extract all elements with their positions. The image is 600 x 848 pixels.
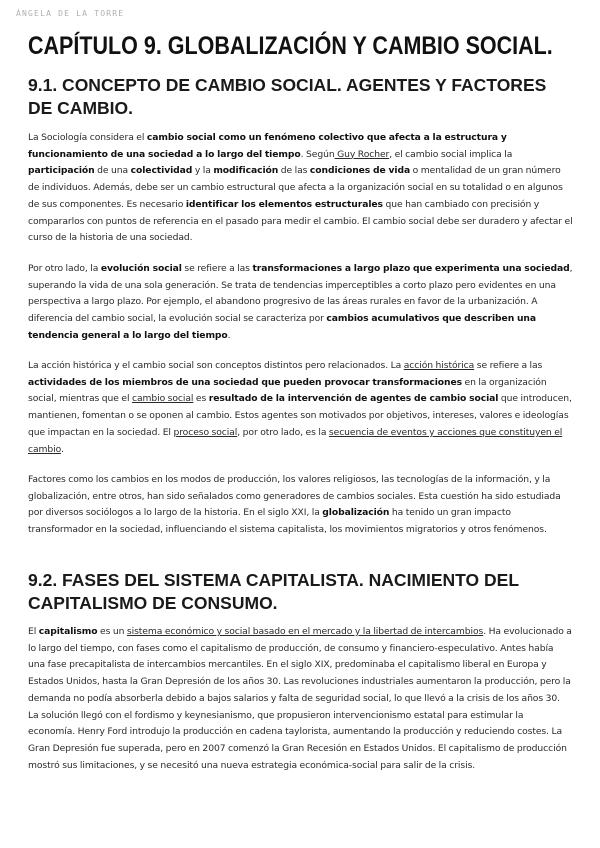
section-2-paragraph-1: El capitalismo es un sistema económico y social basado en el mercado y la libertad de intercambios. Ha evolucionado a lo largo del tiempo, con fases como el capitalismo de producción, de consumo y financiero-especulativo. Antes había una fase precapitalista de intercambios mercantiles. En el siglo XIX, predominaba el capitalismo liberal en Europa y Estados Unidos, hasta la Gran Depresión de los años 30. Las revoluciones industriales aumentaron la producción, pero la demanda no podía absorberla debido a bajos salarios y falta de seguridad social, lo que llevó a la crisis de los años 30. La solución llegó con el fordismo y keynesianismo, que propusieron intervencionismo estatal para estimular la economía. Henry Ford introdujo la producción en cadena taylorista, aumentando la producción y reduciendo costes. La Gran Depresión fue superada, pero en 2007 comenzó la Gran Recesión en Estados Unidos. El capitalismo de producción mostró sus limitaciones, y se necesitó una nueva estrategia económica-social para salir de la crisis. (28, 626, 572, 771)
section-1-title: 9.1. CONCEPTO DE CAMBIO SOCIAL. AGENTES Y FACTORES DE CAMBIO. (28, 75, 547, 118)
section-1-paragraph-1: La Sociología considera el cambio social como un fenómeno colectivo que afecta a la estructura y funcionamiento de una sociedad a lo largo del tiempo. Según Guy Rocher, el cambio social implica la participación de una colectividad y la modificación de las condiciones de vida o mentalidad de un gran número de individuos. Además, debe ser un cambio estructural que afecta a la organización social en su totalidad o en algunos de sus componentes. Es necesario identificar los elementos estructurales que han cambiado con precisión y compararlos con puntos de referencia en el pasado para medir el cambio. El cambio social debe ser duradero y afectar el curso de la historia de una sociedad. (28, 132, 573, 244)
section-2-title: 9.2. FASES DEL SISTEMA CAPITALISTA. NACIMIENTO DEL CAPITALISMO DE CONSUMO. (28, 570, 519, 613)
section-1-paragraph-2: Por otro lado, la evolución social se refiere a las transformaciones a largo plazo que experimenta una sociedad, superando la vida de una sola generación. Se trata de tendencias imperceptibles a corto plazo pero evidentes en una perspectiva a largo plazo. Por ejemplo, el abandono progresivo de las áreas rurales en favor de la urbanización. A diferencia del cambio social, la evolución social se caracteriza por cambios acumulativos que describen una tendencia general a lo largo del tiempo. (28, 263, 573, 341)
author-header: ÁNGELA DE LA TORRE (16, 9, 125, 18)
section-1-paragraph-4: Factores como los cambios en los modos de producción, los valores religiosos, las tecnologías de la información, y la globalización, entre otros, han sido señalados como generadores de cambios sociales. Esta cuestión ha sido estudiada por diversos sociólogos a lo largo de la historia. En el siglo XXI, la globalización ha tenido un gran impacto transformador en la sociedad, influenciando el sistema capitalista, los movimientos migratorios y otros fenómenos. (28, 474, 561, 536)
chapter-title: CAPÍTULO 9. GLOBALIZACIÓN Y CAMBIO SOCIAL. (28, 32, 553, 60)
link-guy-rocher: Guy Rocher (334, 148, 390, 160)
section-1-paragraph-3: La acción histórica y el cambio social son conceptos distintos pero relacionados. La acción histórica se refiere a las actividades de los miembros de una sociedad que pueden provocar transformaciones en la organización social, mientras que el cambio social es resultado de la intervención de agentes de cambio social que introducen, mantienen, fomentan o se oponen al cambio. Estos agentes son motivados por objetivos, intereses, valores e ideologías que impactan en la sociedad. El proceso social, por otro lado, es la secuencia de eventos y acciones que constituyen el cambio. (28, 360, 572, 455)
